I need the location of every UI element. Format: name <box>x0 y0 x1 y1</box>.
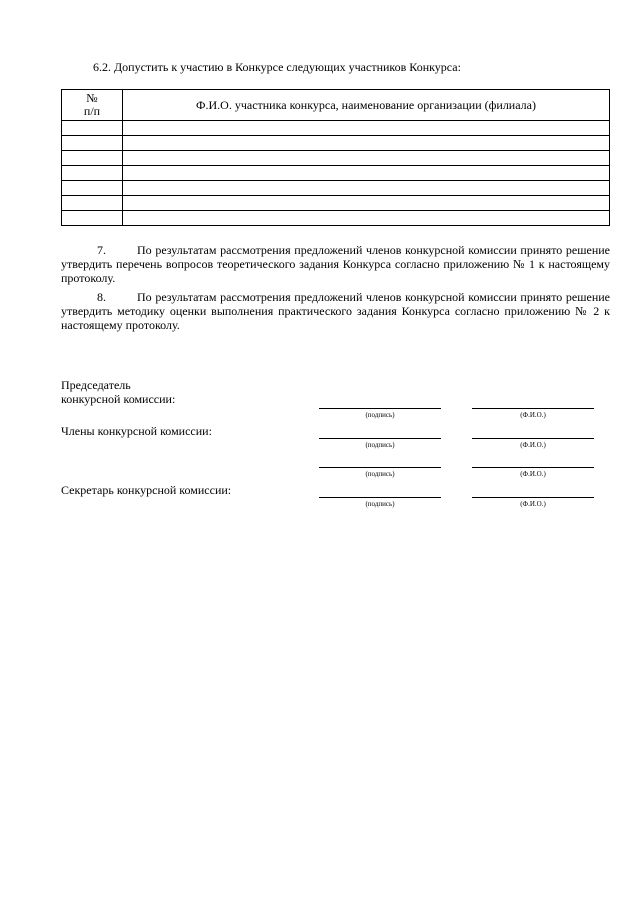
participants-table <box>61 89 610 226</box>
header-number <box>62 90 123 121</box>
header-number-label: № п/п <box>83 91 101 118</box>
row-name-cell <box>123 181 610 196</box>
name-line <box>472 408 594 409</box>
table-row <box>62 166 610 181</box>
intro-text: 6.2. Допустить к участию в Конкурсе следующих участников Конкурса: <box>93 60 461 74</box>
row-number-cell <box>62 121 123 136</box>
chairman-label-2: конкурсной комиссии: <box>61 392 176 406</box>
table-row <box>62 211 610 226</box>
signature-line <box>319 408 441 409</box>
table-row <box>62 196 610 211</box>
signature-caption: (подпись) <box>365 500 395 508</box>
paragraph-8 <box>61 290 610 332</box>
name-caption: (Ф.И.О.) <box>520 411 546 419</box>
row-number-cell <box>62 136 123 151</box>
table-row <box>62 121 610 136</box>
paragraph-8-text: По результатам рассмотрения предложений членов конкурсной комиссии принято решение утвердить методику оценки выполнения практического задания Конкурса согласно приложению № 2 к настоящему протоколу. <box>61 290 610 332</box>
row-name-cell <box>123 151 610 166</box>
paragraph-8-number: 8. <box>97 290 106 304</box>
table-row <box>62 181 610 196</box>
signature-line <box>319 467 441 468</box>
paragraph-7 <box>61 243 610 285</box>
chairman-label-1: Председатель <box>61 378 131 392</box>
paragraph-7-text: По результатам рассмотрения предложений членов конкурсной комиссии принято решение утвердить перечень вопросов теоретического задания Конкурса согласно приложению № 1 к настоящему протоколу. <box>61 243 610 285</box>
signature-line <box>319 497 441 498</box>
table-body <box>62 121 610 226</box>
name-line <box>472 497 594 498</box>
table-header-row <box>62 90 610 121</box>
paragraph-7-number: 7. <box>97 243 106 257</box>
table-row <box>62 136 610 151</box>
name-caption: (Ф.И.О.) <box>520 470 546 478</box>
members-label: Члены конкурсной комиссии: <box>61 424 212 438</box>
signature-caption: (подпись) <box>365 441 395 449</box>
name-caption: (Ф.И.О.) <box>520 500 546 508</box>
row-name-cell <box>123 121 610 136</box>
table-row <box>62 151 610 166</box>
header-name: Ф.И.О. участника конкурса, наименование организации (филиала) <box>123 90 610 121</box>
row-number-cell <box>62 151 123 166</box>
name-line <box>472 438 594 439</box>
signature-caption: (подпись) <box>365 470 395 478</box>
signature-caption: (подпись) <box>365 411 395 419</box>
row-name-cell <box>123 136 610 151</box>
row-name-cell <box>123 211 610 226</box>
row-number-cell <box>62 181 123 196</box>
signature-line <box>319 438 441 439</box>
row-number-cell <box>62 211 123 226</box>
secretary-label: Секретарь конкурсной комиссии: <box>61 483 232 497</box>
name-line <box>472 467 594 468</box>
row-name-cell <box>123 196 610 211</box>
row-name-cell <box>123 166 610 181</box>
name-caption: (Ф.И.О.) <box>520 441 546 449</box>
row-number-cell <box>62 166 123 181</box>
row-number-cell <box>62 196 123 211</box>
